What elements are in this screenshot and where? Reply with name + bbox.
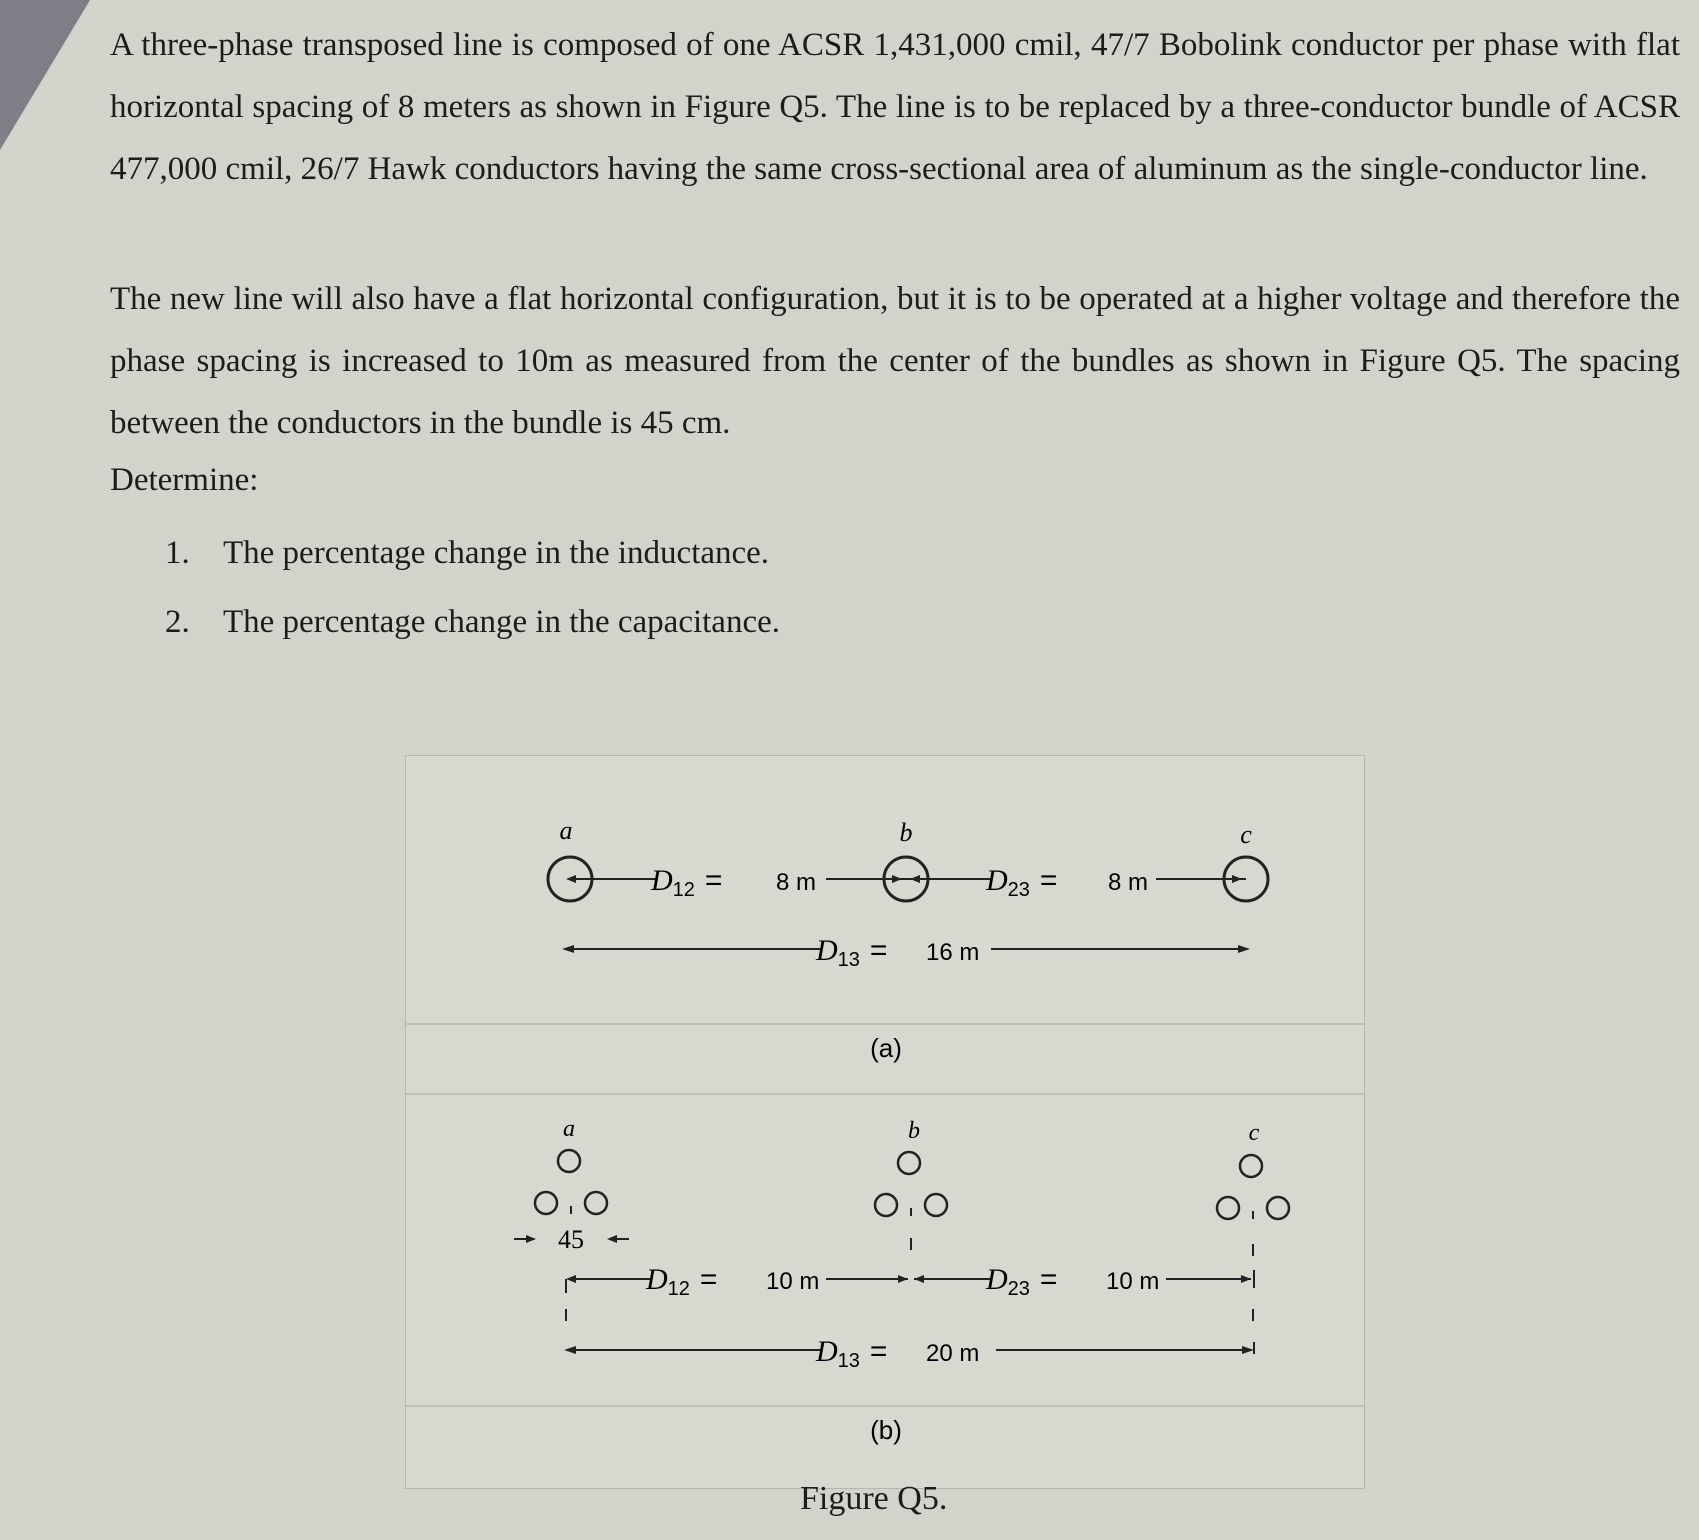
arrowhead — [562, 945, 574, 953]
arrowhead — [564, 1346, 576, 1354]
d12-value-b: 10 m — [766, 1268, 820, 1295]
page-corner-shadow — [0, 0, 90, 150]
question-2-text: The percentage change in the capacitance. — [223, 604, 780, 640]
figure-q5 — [405, 755, 1365, 1489]
question-2-number: 2. — [165, 604, 190, 640]
arrowhead — [566, 1275, 576, 1283]
bundle-c — [1217, 1155, 1289, 1321]
d13-label-b: $D_{13}$ = — [816, 1335, 888, 1372]
d23-label-a: $D_{23}$ = — [986, 864, 1058, 901]
bundle-c-top-conductor — [1240, 1155, 1262, 1177]
part-a-label-b: b — [899, 818, 913, 847]
figure-caption: Figure Q5. — [800, 1480, 948, 1517]
bundle-a-left-conductor — [535, 1192, 557, 1214]
question-2 — [165, 604, 780, 641]
part-a-label-a: a — [559, 816, 573, 845]
bundle-spacing-label: 45 — [558, 1225, 584, 1254]
arrowhead — [607, 1235, 617, 1243]
d12-label-b: $D_{12}$ = — [646, 1263, 718, 1300]
bundle-b-right-conductor — [925, 1194, 947, 1216]
figure-q5-drawing — [406, 756, 1364, 1488]
problem-paragraph-2: The new line will also have a flat horizontal configuration, but it is to be operated at a higher voltage and therefore the phase spacing is increased to 10m as measured from the center of the bundles as shown in Figure Q5. The spacing between the conductors in the bundle is 45 cm. — [110, 281, 1680, 441]
question-1-number: 1. — [165, 535, 190, 571]
part-a-diagram — [548, 816, 1268, 971]
arrowhead — [526, 1235, 536, 1243]
bundle-c-left-conductor — [1217, 1197, 1239, 1219]
arrowhead — [898, 1275, 908, 1283]
d13-value-a: 16 m — [926, 939, 980, 966]
bundle-b-left-conductor — [875, 1194, 897, 1216]
question-1 — [165, 535, 769, 572]
bundle-a — [535, 1150, 607, 1214]
d23-value-b: 10 m — [1106, 1268, 1160, 1295]
arrowhead — [566, 875, 576, 883]
bundle-b — [875, 1152, 947, 1250]
part-b-label-b: b — [908, 1118, 920, 1144]
determine-heading: Determine: — [110, 462, 259, 498]
part-a-caption: (a) — [870, 1033, 902, 1063]
d23-label-b: $D_{23}$ = — [986, 1263, 1058, 1300]
part-b-caption: (b) — [870, 1415, 902, 1445]
d13-label-a: $D_{13}$ = — [816, 934, 888, 971]
arrowhead — [892, 875, 902, 883]
bundle-a-right-conductor — [585, 1192, 607, 1214]
arrowhead — [1232, 875, 1242, 883]
problem-paragraph-1: A three-phase transposed line is composed of one ACSR 1,431,000 cmil, 47/7 Bobolink conductor per phase with flat horizontal spacing of 8 meters as shown in Figure Q5. The line is to be replaced by a three-conductor bundle of ACSR 477,000 cmil, 26/7 Hawk conductors having the same cross-sectional area of aluminum as the single-conductor line. — [110, 27, 1680, 187]
part-b-diagram — [514, 1116, 1289, 1372]
question-1-text: The percentage change in the inductance. — [223, 535, 770, 571]
d23-value-a: 8 m — [1108, 869, 1149, 896]
arrowhead — [1242, 1346, 1254, 1354]
d12-label-a: $D_{12}$ = — [651, 864, 723, 901]
part-a-label-c: c — [1240, 820, 1252, 849]
arrowhead — [1238, 945, 1250, 953]
arrowhead — [1241, 1275, 1251, 1283]
d12-value-a: 8 m — [776, 869, 817, 896]
part-b-label-c: c — [1248, 1120, 1260, 1146]
d13-value-b: 20 m — [926, 1340, 980, 1367]
bundle-b-top-conductor — [898, 1152, 920, 1174]
part-b-label-a: a — [563, 1116, 575, 1142]
bundle-c-right-conductor — [1267, 1197, 1289, 1219]
bundle-a-top-conductor — [558, 1150, 580, 1172]
